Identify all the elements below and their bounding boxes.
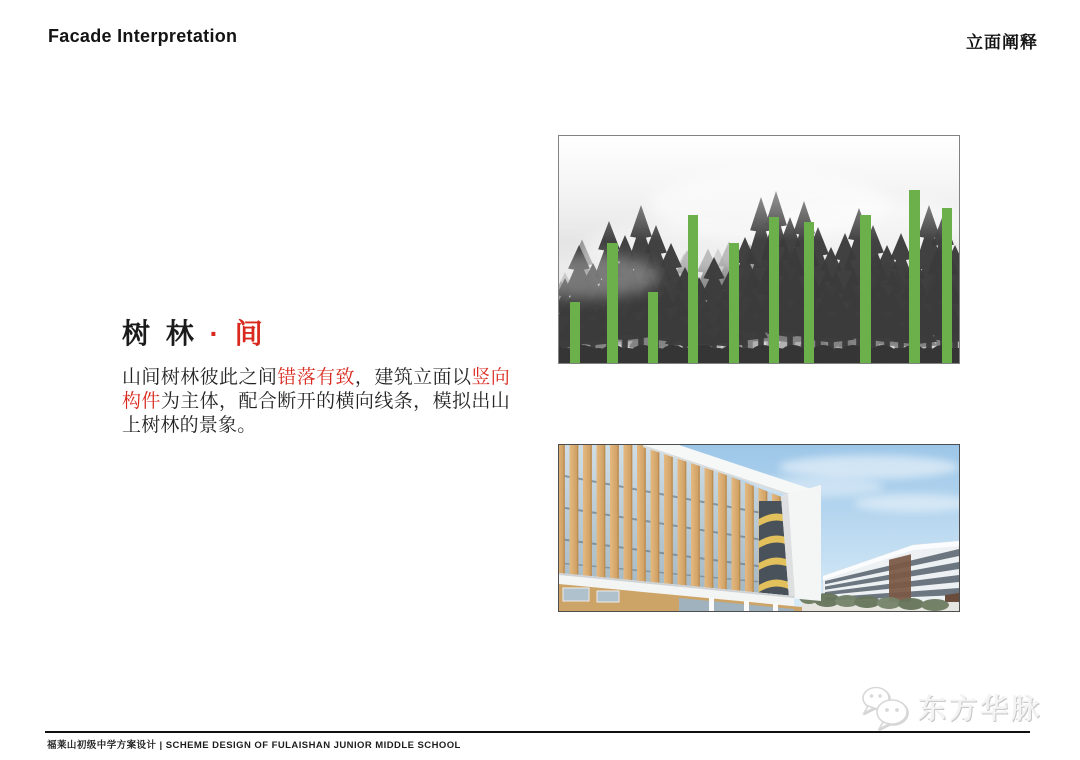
building-render-image (558, 444, 960, 612)
section-title (122, 312, 267, 352)
highlight-text: · (197, 318, 235, 349)
body-text: 山间树林彼此之间 (122, 367, 278, 388)
body-text: ，建筑立面以 (354, 367, 472, 388)
footer-divider (45, 731, 1030, 733)
green-bar (909, 190, 920, 363)
page-title: Facade Interpretation (48, 26, 238, 46)
body-text: 为主体，配合断开的横向线条，模拟出山上树林的景象。 (122, 391, 510, 436)
section-paragraph (122, 366, 510, 438)
brand-watermark (858, 684, 1042, 730)
forest-image (558, 135, 960, 364)
green-bar (648, 292, 658, 363)
page-title-zh: 立面阐释 (966, 33, 1038, 52)
green-bar (570, 302, 580, 363)
footer-caption: 福莱山初级中学方案设计 | SCHEME DESIGN OF FULAISHAN JUNIOR MIDDLE SCHOOL (47, 740, 461, 751)
green-bar (729, 243, 739, 363)
green-bar (942, 208, 952, 363)
highlight-text: 间 (234, 318, 267, 349)
highlight-text: 错落有致 (277, 367, 355, 388)
green-bar (769, 217, 779, 363)
brand-name: 东方华脉 (917, 693, 1042, 724)
wechat-icon (858, 684, 912, 730)
green-bar (804, 222, 814, 363)
green-bar (688, 215, 698, 363)
green-bar (860, 215, 871, 363)
highlight-text: 竖向构件 (122, 367, 510, 412)
forest-photo (559, 136, 959, 363)
body-text: 树 林 (122, 318, 198, 349)
building-render (559, 445, 959, 611)
green-bar (607, 243, 618, 363)
